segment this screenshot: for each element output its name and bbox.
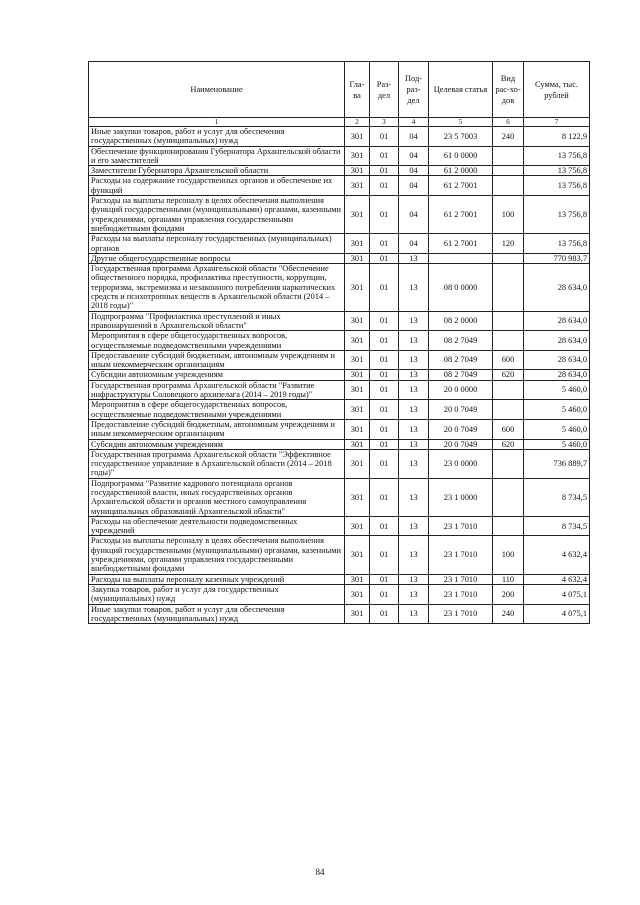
subsection-cell: 13 (399, 584, 429, 604)
table-row (89, 196, 590, 234)
table-row (89, 478, 590, 516)
expense-type-cell (493, 400, 524, 420)
subsection-cell: 13 (399, 604, 429, 624)
row-name: Государственная программа Архангельской области "Развитие инфраструктуры Соловецкого архипелага (2014 – 2019 годы)" (89, 380, 345, 400)
expense-type-cell: 600 (493, 419, 524, 439)
table-row (89, 350, 590, 370)
chapter-cell: 301 (345, 370, 370, 380)
table-row (89, 127, 590, 147)
target-article-cell: 23 1 0000 (429, 478, 493, 516)
expense-type-cell: 100 (493, 196, 524, 234)
target-article-cell: 61 2 7001 (429, 196, 493, 234)
target-article-cell: 61 0 0000 (429, 146, 493, 166)
chapter-cell: 301 (345, 253, 370, 263)
row-name: Государственная программа Архангельской области "Обеспечение общественного порядка, профилактика преступности, коррупции, терроризма, экстремизма и незаконного потребления наркотических средств и психотропных веществ в Архангельской области (2014 – 2018 годы)" (89, 264, 345, 311)
section-cell: 01 (370, 574, 399, 584)
sum-cell: 4 075,1 (524, 584, 590, 604)
expense-type-cell: 100 (493, 536, 524, 574)
row-name: Субсидии автономным учреждениям (89, 439, 345, 449)
expense-type-cell: 110 (493, 574, 524, 584)
target-article-cell: 23 1 7010 (429, 584, 493, 604)
row-name: Расходы на выплаты персоналу в целях обеспечения выполнения функций государственными (муниципальными) органами, казенными учреждениями, органами управления государственными внебюджетными фондами (89, 196, 345, 234)
sum-cell: 8 734,5 (524, 516, 590, 536)
sum-cell: 13 756,8 (524, 234, 590, 254)
subsection-cell: 13 (399, 536, 429, 574)
sum-cell: 8 734,5 (524, 478, 590, 516)
expense-type-cell: 620 (493, 370, 524, 380)
subsection-cell: 13 (399, 264, 429, 311)
header-chapter: Гла-ва (345, 62, 370, 118)
subsection-cell: 13 (399, 331, 429, 351)
row-name: Обеспечение функционирования Губернатора Архангельской области и его заместителей (89, 146, 345, 166)
expense-type-cell (493, 176, 524, 196)
expense-type-cell: 200 (493, 584, 524, 604)
expense-type-cell (493, 478, 524, 516)
sum-cell: 5 460,0 (524, 380, 590, 400)
section-cell: 01 (370, 253, 399, 263)
header-row (89, 62, 590, 118)
chapter-cell: 301 (345, 574, 370, 584)
table-row (89, 604, 590, 624)
sum-cell: 28 634,0 (524, 331, 590, 351)
row-name: Мероприятия в сфере общегосударственных вопросов, осуществляемые подведомственными учреждениями (89, 331, 345, 351)
sum-cell: 5 460,0 (524, 439, 590, 449)
target-article-cell: 23 1 7010 (429, 516, 493, 536)
chapter-cell: 301 (345, 166, 370, 176)
target-article-cell (429, 253, 493, 263)
subsection-cell: 13 (399, 419, 429, 439)
chapter-cell: 301 (345, 478, 370, 516)
chapter-cell: 301 (345, 196, 370, 234)
column-number-row (89, 118, 590, 127)
table-row (89, 234, 590, 254)
table-row (89, 536, 590, 574)
table-row (89, 449, 590, 478)
subsection-cell: 04 (399, 234, 429, 254)
section-cell: 01 (370, 439, 399, 449)
target-article-cell: 20 0 7049 (429, 439, 493, 449)
expense-type-cell: 620 (493, 439, 524, 449)
sum-cell: 13 756,8 (524, 166, 590, 176)
chapter-cell: 301 (345, 264, 370, 311)
subsection-cell: 13 (399, 380, 429, 400)
expense-type-cell: 240 (493, 604, 524, 624)
sum-cell: 4 632,4 (524, 536, 590, 574)
expense-type-cell (493, 146, 524, 166)
section-cell: 01 (370, 234, 399, 254)
sum-cell: 8 122,9 (524, 127, 590, 147)
row-name: Иные закупки товаров, работ и услуг для обеспечения государственных (муниципальных) нужд (89, 604, 345, 624)
section-cell: 01 (370, 449, 399, 478)
target-article-cell: 20 0 7049 (429, 419, 493, 439)
section-cell: 01 (370, 604, 399, 624)
sum-cell: 28 634,0 (524, 370, 590, 380)
expense-type-cell: 600 (493, 350, 524, 370)
chapter-cell: 301 (345, 400, 370, 420)
row-name: Расходы на выплаты персоналу казенных учреждений (89, 574, 345, 584)
column-number: 5 (429, 118, 493, 127)
target-article-cell: 23 1 7010 (429, 604, 493, 624)
column-number: 6 (493, 118, 524, 127)
subsection-cell: 13 (399, 400, 429, 420)
column-number: 7 (524, 118, 590, 127)
expense-type-cell (493, 516, 524, 536)
row-name: Расходы на выплаты персоналу государственных (муниципальных) органов (89, 234, 345, 254)
sum-cell: 28 634,0 (524, 264, 590, 311)
row-name: Субсидии автономным учреждениям (89, 370, 345, 380)
target-article-cell: 08 2 7049 (429, 331, 493, 351)
sum-cell: 736 889,7 (524, 449, 590, 478)
table-row (89, 584, 590, 604)
chapter-cell: 301 (345, 127, 370, 147)
row-name: Предоставление субсидий бюджетным, автономным учреждениям и иным некоммерческим организациям (89, 419, 345, 439)
sum-cell: 13 756,8 (524, 196, 590, 234)
target-article-cell: 61 2 0000 (429, 166, 493, 176)
subsection-cell: 13 (399, 350, 429, 370)
subsection-cell: 13 (399, 516, 429, 536)
header-name: Наименование (89, 62, 345, 118)
section-cell: 01 (370, 400, 399, 420)
expense-type-cell (493, 380, 524, 400)
table-row (89, 380, 590, 400)
row-name: Расходы на обеспечение деятельности подведомственных учреждений (89, 516, 345, 536)
table-row (89, 311, 590, 331)
table-row (89, 516, 590, 536)
chapter-cell: 301 (345, 146, 370, 166)
sum-cell: 4 075,1 (524, 604, 590, 624)
expense-type-cell (493, 264, 524, 311)
sum-cell: 770 983,7 (524, 253, 590, 263)
table-row (89, 439, 590, 449)
target-article-cell: 23 5 7003 (429, 127, 493, 147)
section-cell: 01 (370, 584, 399, 604)
row-name: Подпрограмма "Профилактика преступлений и иных правонарушений в Архангельской области" (89, 311, 345, 331)
column-number: 2 (345, 118, 370, 127)
chapter-cell: 301 (345, 176, 370, 196)
expense-type-cell (493, 449, 524, 478)
expense-type-cell (493, 253, 524, 263)
header-expense-type: Вид рас-хо-дов (493, 62, 524, 118)
table-body (89, 127, 590, 624)
chapter-cell: 301 (345, 604, 370, 624)
section-cell: 01 (370, 478, 399, 516)
table-row (89, 146, 590, 166)
subsection-cell: 04 (399, 146, 429, 166)
section-cell: 01 (370, 127, 399, 147)
section-cell: 01 (370, 166, 399, 176)
section-cell: 01 (370, 516, 399, 536)
subsection-cell: 04 (399, 176, 429, 196)
section-cell: 01 (370, 350, 399, 370)
expense-type-cell (493, 331, 524, 351)
table-row (89, 253, 590, 263)
column-number: 1 (89, 118, 345, 127)
section-cell: 01 (370, 370, 399, 380)
subsection-cell: 04 (399, 196, 429, 234)
column-number: 3 (370, 118, 399, 127)
target-article-cell: 20 0 7049 (429, 400, 493, 420)
table-row (89, 166, 590, 176)
table-row (89, 264, 590, 311)
row-name: Расходы на содержание государственных органов и обеспечение их функций (89, 176, 345, 196)
chapter-cell: 301 (345, 350, 370, 370)
column-number: 4 (399, 118, 429, 127)
header-target-article: Целевая статья (429, 62, 493, 118)
section-cell: 01 (370, 419, 399, 439)
header-section: Раз-дел (370, 62, 399, 118)
row-name: Мероприятия в сфере общегосударственных вопросов, осуществляемые подведомственными учреждениями (89, 400, 345, 420)
target-article-cell: 61 2 7001 (429, 176, 493, 196)
table-row (89, 370, 590, 380)
target-article-cell: 23 1 7010 (429, 574, 493, 584)
chapter-cell: 301 (345, 439, 370, 449)
section-cell: 01 (370, 536, 399, 574)
page-number: 84 (315, 867, 325, 877)
budget-table (88, 61, 590, 624)
section-cell: 01 (370, 380, 399, 400)
chapter-cell: 301 (345, 536, 370, 574)
sum-cell: 28 634,0 (524, 311, 590, 331)
target-article-cell: 20 0 0000 (429, 380, 493, 400)
section-cell: 01 (370, 264, 399, 311)
expense-type-cell: 240 (493, 127, 524, 147)
target-article-cell: 08 0 0000 (429, 264, 493, 311)
row-name: Подпрограмма "Развитие кадрового потенциала органов государственной власти, иных государственных органов Архангельской области и органов местного самоуправления муниципальных образований Архангельской области" (89, 478, 345, 516)
chapter-cell: 301 (345, 584, 370, 604)
header-subsection: Под-раз-дел (399, 62, 429, 118)
row-name: Заместители Губернатора Архангельской области (89, 166, 345, 176)
table-row (89, 176, 590, 196)
chapter-cell: 301 (345, 419, 370, 439)
sum-cell: 5 460,0 (524, 400, 590, 420)
sum-cell: 28 634,0 (524, 350, 590, 370)
row-name: Другие общегосударственные вопросы (89, 253, 345, 263)
table-row (89, 400, 590, 420)
target-article-cell: 08 2 7049 (429, 350, 493, 370)
section-cell: 01 (370, 146, 399, 166)
sum-cell: 4 632,4 (524, 574, 590, 584)
subsection-cell: 04 (399, 166, 429, 176)
target-article-cell: 08 2 7049 (429, 370, 493, 380)
chapter-cell: 301 (345, 234, 370, 254)
chapter-cell: 301 (345, 449, 370, 478)
subsection-cell: 13 (399, 370, 429, 380)
chapter-cell: 301 (345, 516, 370, 536)
table-row (89, 331, 590, 351)
row-name: Государственная программа Архангельской области "Эффективное государственное управление в Архангельской области (2014 – 2018 годы)" (89, 449, 345, 478)
target-article-cell: 08 2 0000 (429, 311, 493, 331)
row-name: Иные закупки товаров, работ и услуг для обеспечения государственных (муниципальных) нужд (89, 127, 345, 147)
chapter-cell: 301 (345, 331, 370, 351)
row-name: Закупка товаров, работ и услуг для государственных (муниципальных) нужд (89, 584, 345, 604)
header-sum: Сумма, тыс. рублей (524, 62, 590, 118)
table-row (89, 574, 590, 584)
sum-cell: 13 756,8 (524, 176, 590, 196)
subsection-cell: 13 (399, 439, 429, 449)
subsection-cell: 13 (399, 449, 429, 478)
subsection-cell: 13 (399, 253, 429, 263)
section-cell: 01 (370, 311, 399, 331)
target-article-cell: 23 1 7010 (429, 536, 493, 574)
section-cell: 01 (370, 176, 399, 196)
row-name: Расходы на выплаты персоналу в целях обеспечения выполнения функций государственными (муниципальными) органами, казенными учреждениями, органами управления государственными внебюджетными фондами (89, 536, 345, 574)
row-name: Предоставление субсидий бюджетным, автономным учреждениям и иным некоммерческим организациям (89, 350, 345, 370)
expense-type-cell (493, 166, 524, 176)
target-article-cell: 23 0 0000 (429, 449, 493, 478)
chapter-cell: 301 (345, 380, 370, 400)
expense-type-cell (493, 311, 524, 331)
subsection-cell: 04 (399, 127, 429, 147)
sum-cell: 5 460,0 (524, 419, 590, 439)
subsection-cell: 13 (399, 574, 429, 584)
subsection-cell: 13 (399, 478, 429, 516)
table-row (89, 419, 590, 439)
chapter-cell: 301 (345, 311, 370, 331)
expense-type-cell: 120 (493, 234, 524, 254)
section-cell: 01 (370, 196, 399, 234)
section-cell: 01 (370, 331, 399, 351)
subsection-cell: 13 (399, 311, 429, 331)
sum-cell: 13 756,8 (524, 146, 590, 166)
target-article-cell: 61 2 7001 (429, 234, 493, 254)
